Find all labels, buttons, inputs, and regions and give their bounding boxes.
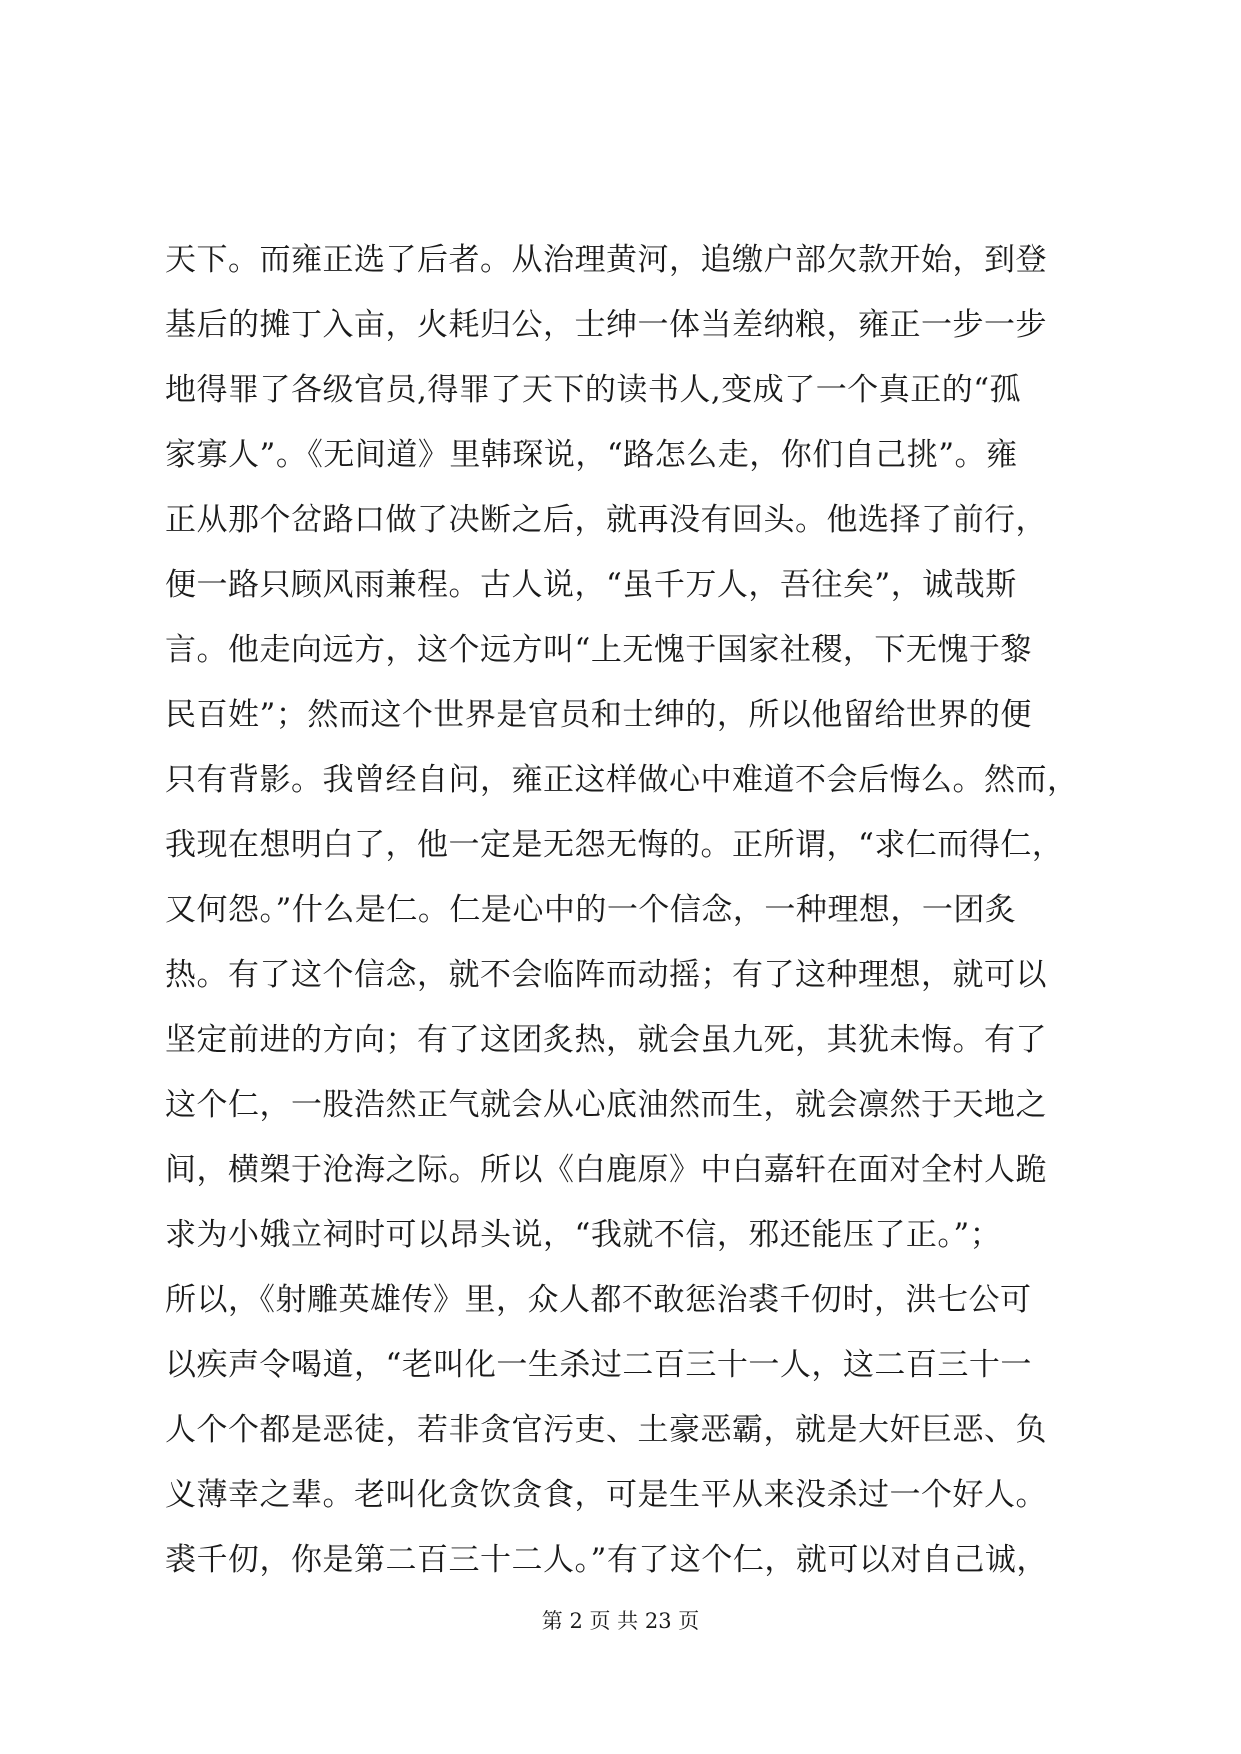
text-line: 又何怨。”什么是仁。仁是心中的一个信念，一种理想，一团炙 — [165, 892, 1017, 928]
text-line: 便一路只顾风雨兼程。古人说，“虽千万人，吾往矣”，诚哉斯 — [165, 567, 1017, 603]
text-line: 义薄幸之辈。老叫化贪饮贪食，可是生平从来没杀过一个好人。 — [165, 1477, 1047, 1513]
text-line: 我现在想明白了，他一定是无怨无悔的。正所谓，“求仁而得仁， — [165, 827, 1064, 863]
text-line: 只有背影。我曾经自问，雍正这样做心中难道不会后悔么。然而， — [165, 762, 1079, 798]
body-text — [165, 228, 1095, 1593]
text-line: 基后的摊丁入亩，火耗归公，士绅一体当差纳粮，雍正一步一步 — [165, 307, 1047, 343]
text-line: 所以，《射雕英雄传》里，众人都不敢惩治裘千仞时，洪七公可 — [165, 1282, 1032, 1318]
text-line: 坚定前进的方向；有了这团炙热，就会虽九死，其犹未悔。有了 — [165, 1022, 1047, 1058]
text-line: 天下。而雍正选了后者。从治理黄河，追缴户部欠款开始，到登 — [165, 242, 1047, 278]
text-line: 求为小娥立祠时可以昂头说，“我就不信，邪还能压了正。”； — [165, 1217, 1002, 1253]
text-line: 间，横槊于沧海之际。所以《白鹿原》中白嘉轩在面对全村人跪 — [165, 1152, 1047, 1188]
text-line: 裘千仞，你是第二百三十二人。”有了这个仁，就可以对自己诚， — [165, 1542, 1048, 1578]
text-line: 这个仁，一股浩然正气就会从心底油然而生，就会凛然于天地之 — [165, 1087, 1047, 1123]
text-line: 正从那个岔路口做了决断之后，就再没有回头。他选择了前行， — [165, 502, 1047, 538]
text-line: 民百姓”；然而这个世界是官员和士绅的，所以他留给世界的便 — [165, 697, 1032, 733]
text-line: 人个个都是恶徒，若非贪官污吏、土豪恶霸，就是大奸巨恶、负 — [165, 1412, 1047, 1448]
page-number-footer: 第 2 页 共 23 页 — [541, 1609, 700, 1633]
text-line: 以疾声令喝道，“老叫化一生杀过二百三十一人，这二百三十一 — [165, 1347, 1032, 1383]
text-line: 热。有了这个信念，就不会临阵而动摇；有了这种理想，就可以 — [165, 957, 1047, 993]
text-line: 地得罪了各级官员,得罪了天下的读书人,变成了一个真正的“孤 — [165, 372, 1022, 408]
text-line: 家寡人”。《无间道》里韩琛说，“路怎么走，你们自己挑”。雍 — [165, 437, 1018, 473]
text-line: 言。他走向远方，这个远方叫“上无愧于国家社稷，下无愧于黎 — [165, 632, 1032, 668]
